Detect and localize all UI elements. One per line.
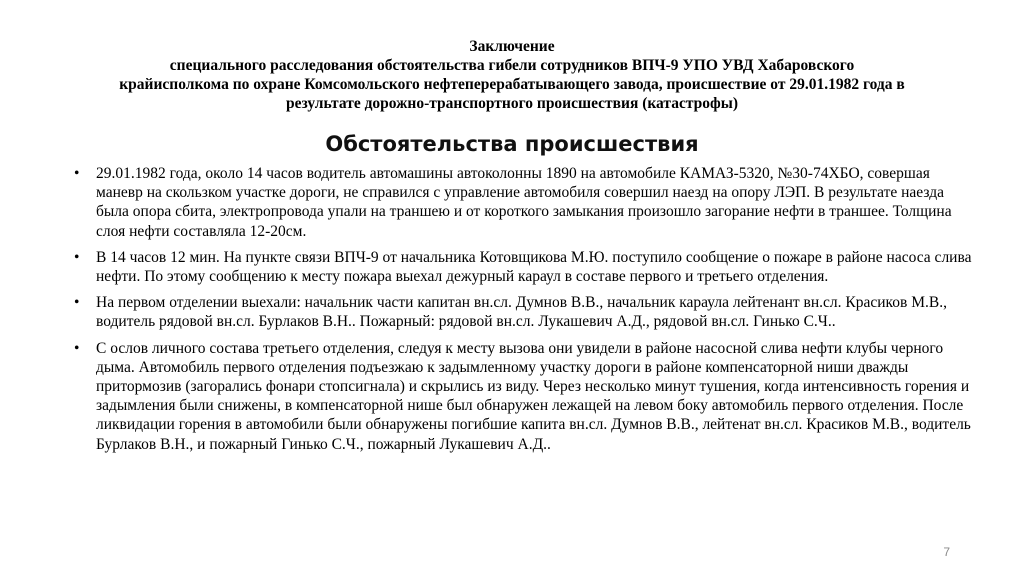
bullet-icon: • [74,248,80,266]
list-item [74,293,974,331]
bullet-text: С ослов личного состава третьего отделения, следуя к месту вызова они увидели в районе насосной слива нефти клубы черного дыма. Автомобиль первого отделения подъезжаю к задымленному участку дороги в районе компенсаторной ниши дважды притормозив (загорались фонари стопсигнала) и скрылись из виду. Через несколько минут тушения, когда интенсивность горения и задымления были снижены, в компенсаторной нише был обнаружен лежащей на левом боку автомобиль первого отделения. После ликвидации горения в автомобили были обнаружены погибшие капита вн.сл. Думнов В.В., лейтенат вн.сл. Красиков М.В., водитель Бурлаков В.Н., и пожарный Гинько С.Ч., пожарный Лукашевич А.Д.. [96,339,971,453]
header-line-4: результате дорожно-транспортного происшествия (катастрофы) [285,95,739,112]
list-item [74,248,974,286]
bullet-text: 29.01.1982 года, около 14 часов водитель автомашины автоколонны 1890 на автомобиле КАМАЗ-5320, №30-74ХБО, совершая маневр на скользком участке дороги, не справился с управление автомобиля совершил наезд на опору ЛЭП. В результате наезда была опора сбита, электропровода упали на траншею и от короткого замыкания произошло загорание нефти в траншее. Толщина слоя нефти составляла 12-20см. [96,165,952,240]
list-item [74,339,974,454]
bullet-text: На первом отделении выехали: начальник части капитан вн.сл. Думнов В.В., начальник караула лейтенант вн.сл. Красиков М.В., водитель рядовой вн.сл. Бурлаков В.Н.. Пожарный: рядовой вн.сл. Лукашевич А.Д., рядовой вн.сл. Гинько С.Ч.. [96,294,947,331]
document-header [60,37,964,113]
bullet-icon: • [74,294,80,312]
header-line-3: крайисполкома по охране Комсомольского нефтеперерабатывающего завода, происшествие от 29.01.1982 года в [119,76,905,93]
slide-title: Обстоятельства происшествия [325,132,699,156]
bullet-icon: • [74,339,80,357]
bullet-list [74,164,974,461]
page-number: 7 [943,545,950,559]
bullet-icon: • [74,165,80,182]
bullet-text: В 14 часов 12 мин. На пункте связи ВПЧ-9 от начальника Котовщикова М.Ю. поступило сообщение о пожаре в районе насоса слива нефти. По этому сообщению к месту пожара выехал дежурный караул в составе первого и третьего отделения. [96,248,972,286]
list-item [74,164,974,241]
header-line-2: специального расследования обстоятельства гибели сотрудников ВПЧ-9 УПО УВД Хабаровского [169,57,855,74]
header-line-1: Заключение [469,38,555,55]
